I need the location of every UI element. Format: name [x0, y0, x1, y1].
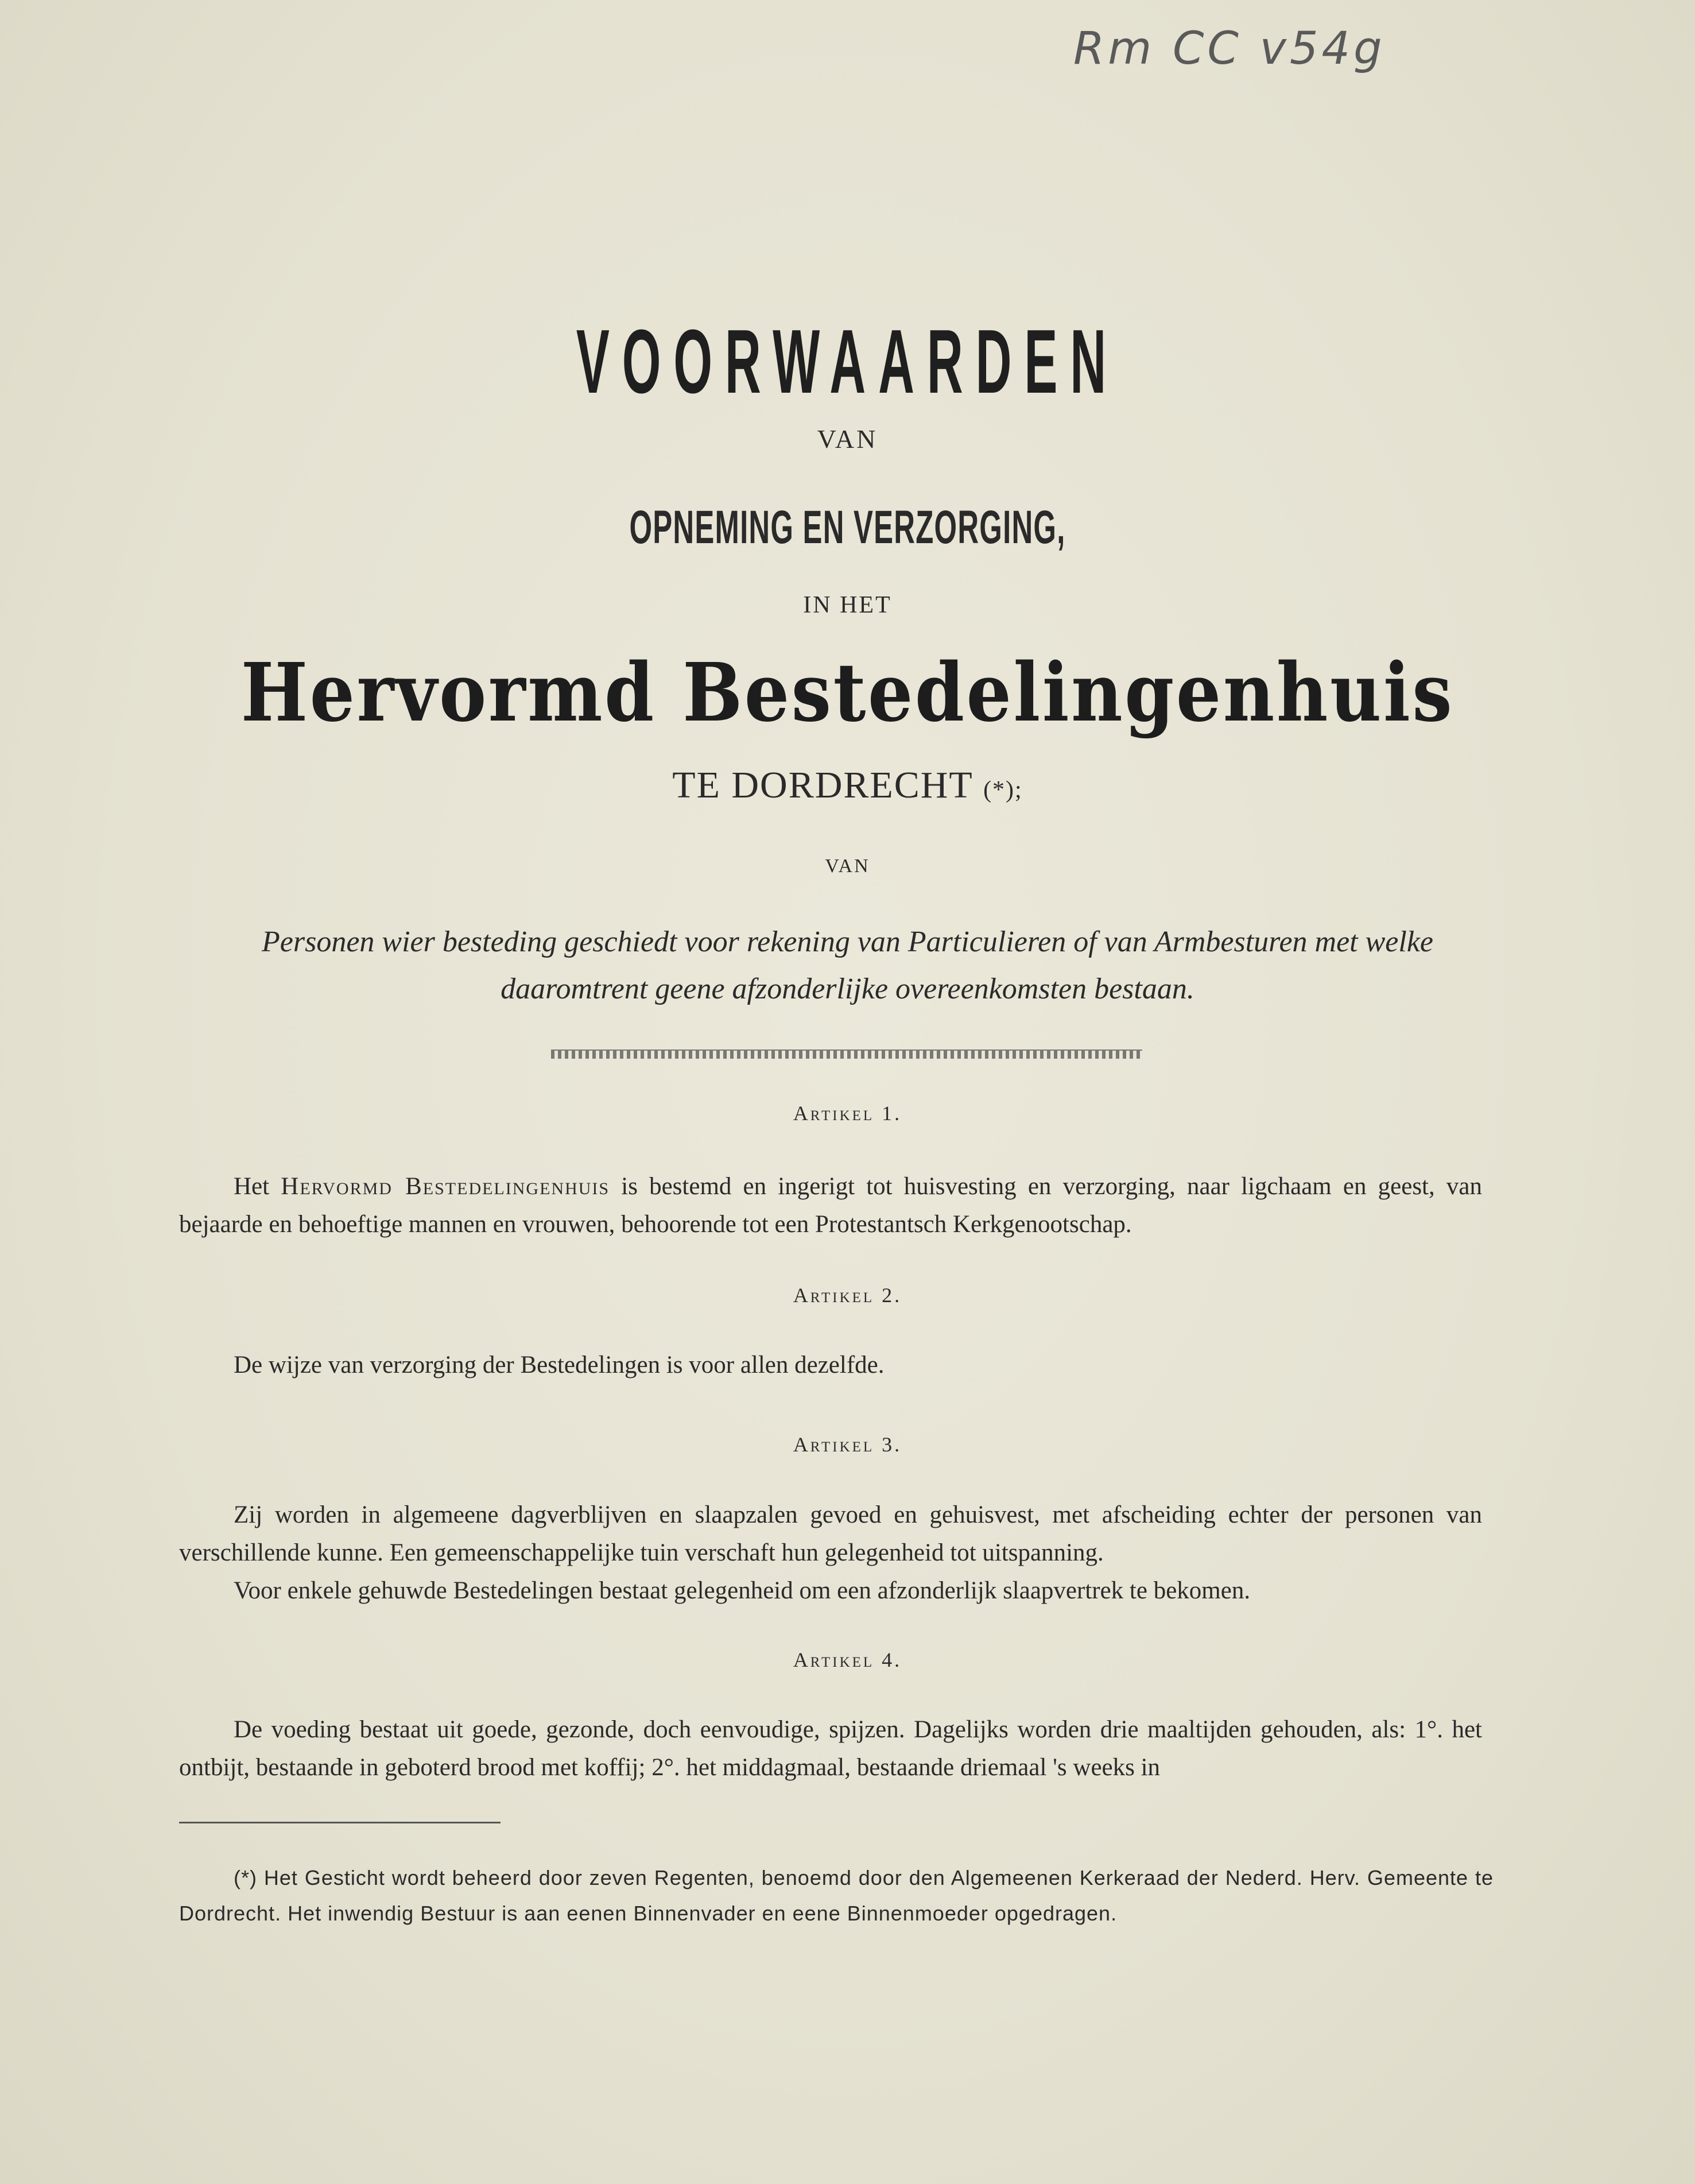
handwritten-reference: Rm CC v54g	[1073, 23, 1386, 75]
article-2-heading: Artikel 2.	[793, 1284, 902, 1307]
article-1-prefix: Het	[234, 1173, 281, 1200]
location-line	[0, 764, 1695, 807]
article-1-text	[179, 1168, 1482, 1244]
article-4-heading: Artikel 4.	[793, 1648, 902, 1671]
article-3-text-2: Voor enkele gehuwde Bestedelingen bestaat gelegenheid om een afzonderlijk slaapvertrek te bekomen.	[234, 1577, 1251, 1604]
connector-van-2: VAN	[825, 855, 870, 877]
footnote: (*) Het Gesticht wordt beheerd door zeven Regenten, benoemd door den Algemeenen Kerkeraad der Nederd. Herv. Gemeente te Dordrecht. Het inwendig Bestuur is aan eenen Binnenvader en eene Binnenmoeder opgedragen.	[179, 1866, 1494, 1925]
document-subtitle: OPNEMING EN VERZORGING,	[629, 501, 1066, 553]
article-4-text: De voeding bestaat uit goede, gezonde, doch eenvoudige, spijzen. Dagelijks worden drie maaltijden gehouden, als: 1°. het ontbijt, bestaande in geboterd brood met koffij; 2°. het middagmaal, bestaande driemaal 's weeks in	[179, 1716, 1482, 1781]
connector-in-het: IN HET	[803, 592, 892, 618]
article-1-institution: Hervormd Bestedelingenhuis	[281, 1173, 610, 1200]
article-3-heading: Artikel 3.	[793, 1433, 902, 1456]
ornamental-divider	[551, 1050, 1142, 1059]
persons-line-2: daaromtrent geene afzonderlijke overeenkomsten bestaan.	[501, 973, 1194, 1005]
location-text: TE DORDRECHT	[672, 764, 973, 806]
persons-description	[0, 919, 1695, 1013]
article-2-text: De wijze van verzorging der Bestedelingen is voor allen dezelfde.	[234, 1352, 885, 1378]
persons-line-1: Personen wier besteding geschiedt voor rekening van Particulieren of van Armbesturen met welke	[262, 926, 1433, 958]
article-3-text: Zij worden in algemeene dagverblijven en slaapzalen gevoed en gehuisvest, met afscheiding echter der personen van verschillende kunne. Een gemeenschappelijke tuin verschaft hun gelegenheid tot uitspanning.	[179, 1501, 1482, 1566]
article-1-heading: Artikel 1.	[793, 1102, 902, 1125]
document-title: VOORWAARDEN	[576, 311, 1119, 412]
footnote-marker: (*);	[983, 777, 1023, 803]
footnote-rule	[179, 1822, 501, 1823]
connector-van-1: VAN	[817, 424, 878, 454]
institution-name: Hervormd Bestedelingenhuis	[241, 646, 1454, 740]
article-1-body: is bestemd en ingerigt tot huisvesting en verzorging, naar ligchaam en geest, van bejaarde en behoeftige mannen en vrouwen, behoorende tot een Protestantsch Kerkgenootschap.	[179, 1173, 1483, 1238]
